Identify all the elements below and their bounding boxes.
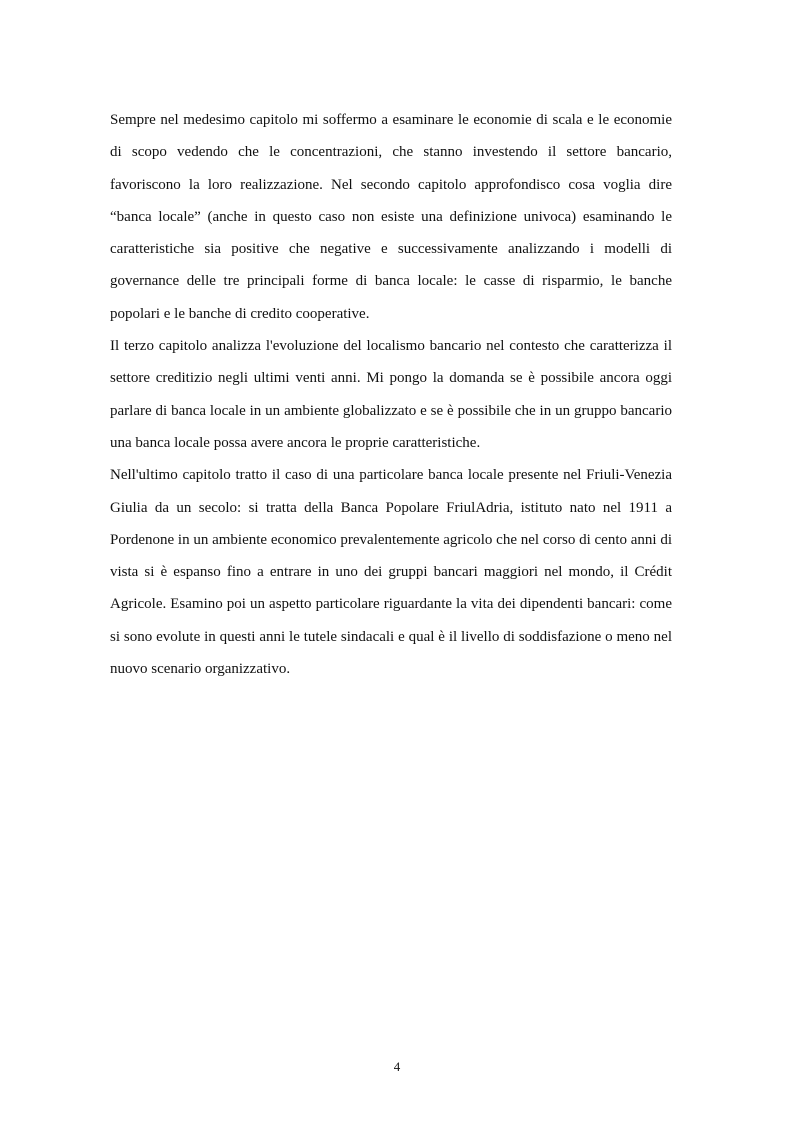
paragraph-terzo-capitolo: Il terzo capitolo analizza l'evoluzione del localismo bancario nel contesto che caratterizza il settore creditizio negli ultimi venti anni. Mi pongo la domanda se è possibile ancora oggi parlare di banca locale in un ambiente globalizzato e se è possibile che in un gruppo bancario una banca locale possa avere ancora le proprie caratteristiche. <box>110 338 672 451</box>
page-number: 4 <box>393 1059 401 1074</box>
paragraph-ultimo-capitolo: Nell'ultimo capitolo tratto il caso di una particolare banca locale presente nel Friuli-Venezia Giulia da un secolo: si tratta della Banca Popolare FriulAdria, istituto nato nel 1911 a Pordenone in un ambiente economico prevalentemente agricolo che nel corso di cento anni di vista si è espanso fino a entrare in uno dei gruppi bancari maggiori nel mondo, il Crédit Agricole. Esamino poi un aspetto particolare riguardante la vita dei dipendenti bancari: come si sono evolute in questi anni le tutele sindacali e qual è il livello di soddisfazione o meno nel nuovo scenario organizzativo. <box>110 467 672 678</box>
paragraph-economie-di-scala: Sempre nel medesimo capitolo mi soffermo a esaminare le economie di scala e le economie di scopo vedendo che le concentrazioni, che stanno investendo il settore bancario, favoriscono la loro realizzazione. Nel secondo capitolo approfondisco cosa voglia dire “banca locale” (anche in questo caso non esiste una definizione univoca) esaminando le caratteristiche sia positive che negative e successivamente analizzando i modelli di governance delle tre principali forme di banca locale: le casse di risparmio, le banche popolari e le banche di credito cooperative. <box>110 112 672 322</box>
body-text <box>110 104 672 685</box>
